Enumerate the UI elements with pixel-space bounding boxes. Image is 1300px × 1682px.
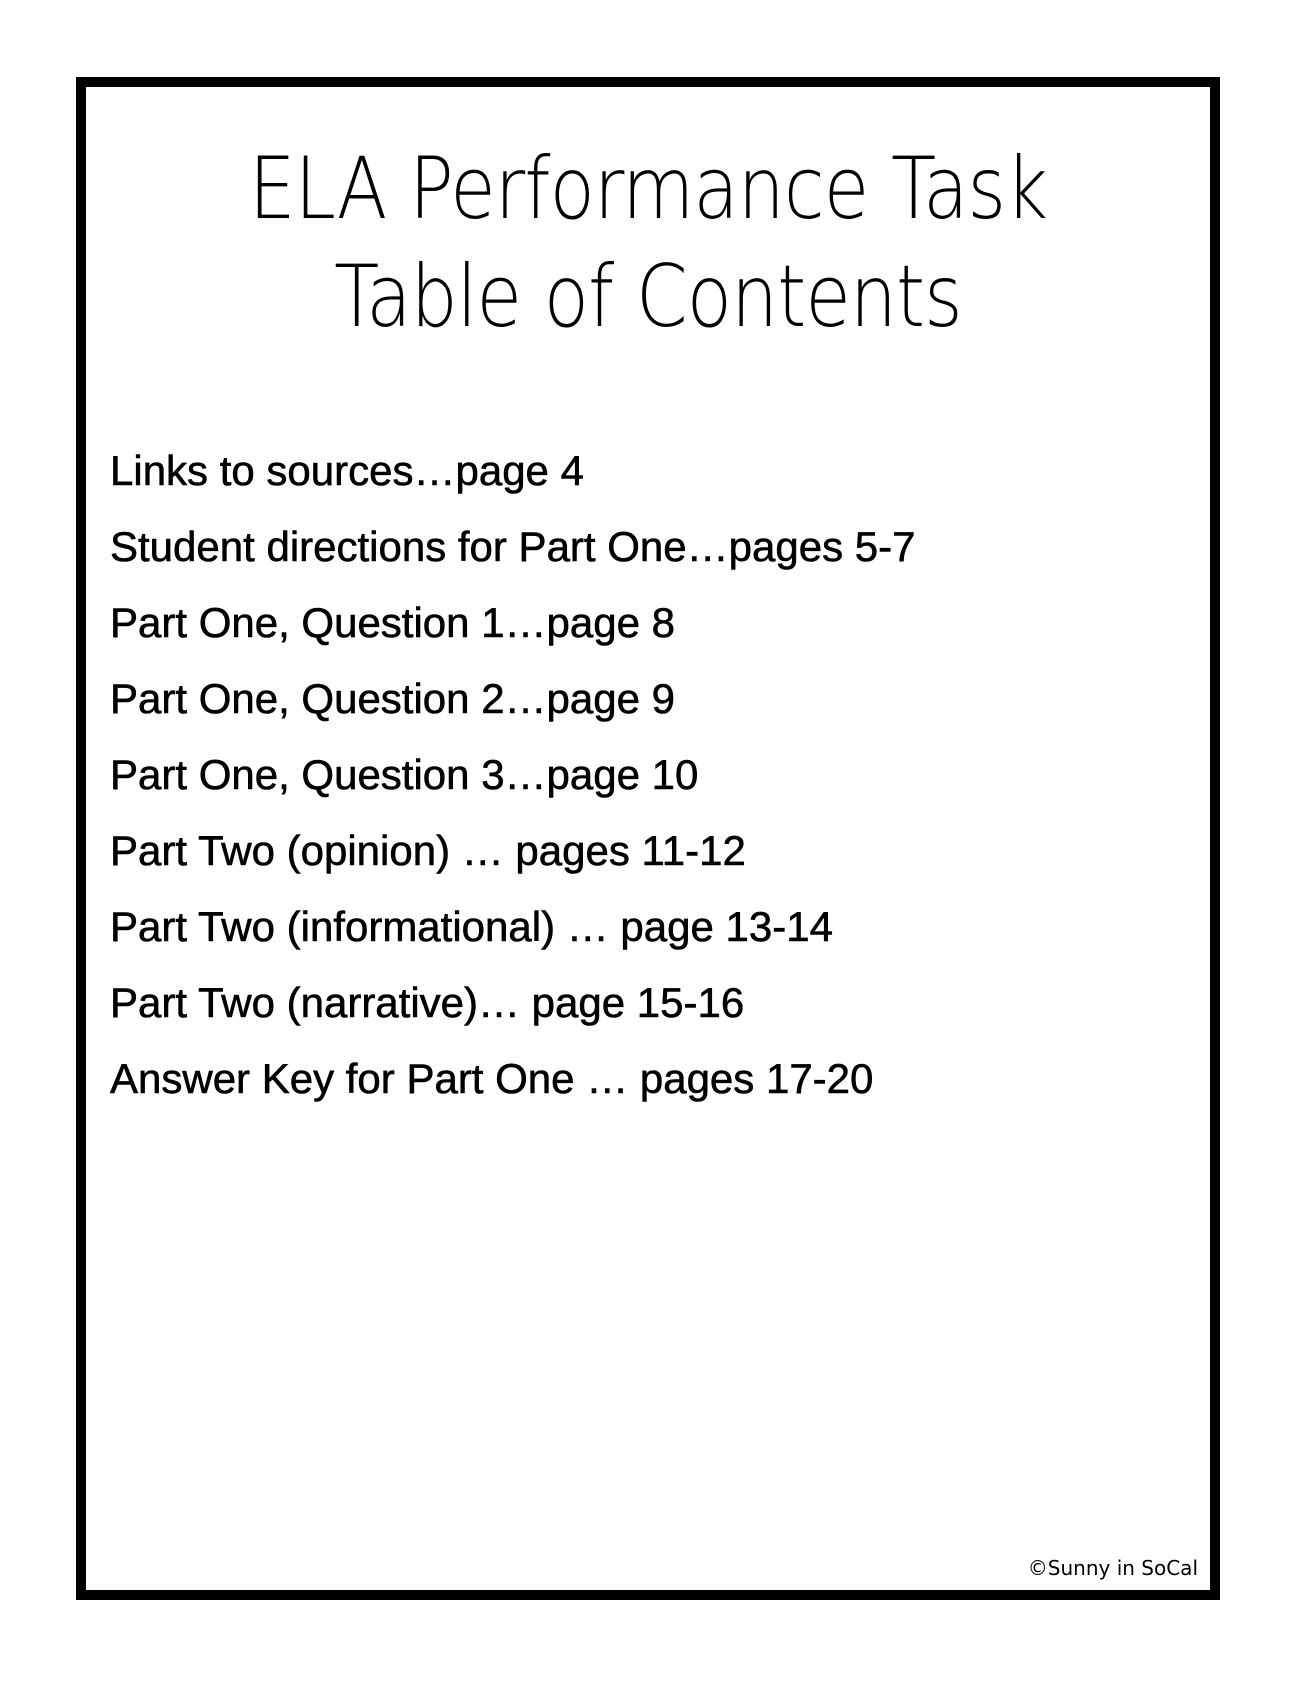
page-frame [76,77,1220,1600]
toc-item-part-one-question-3: Part One, Question 3…page 10 [110,751,699,798]
toc-item-part-two-narrative: Part Two (narrative)… page 15-16 [110,979,745,1026]
toc-item-part-one-question-1: Part One, Question 1…page 8 [110,599,676,646]
title-line-2: Table of Contents [334,247,962,347]
toc-item-part-two-opinion: Part Two (opinion) … pages 11-12 [110,827,746,874]
table-of-contents-list [110,433,915,1117]
toc-item-part-one-question-2: Part One, Question 2…page 9 [110,675,676,722]
toc-item-answer-key: Answer Key for Part One … pages 17-20 [110,1055,874,1102]
toc-item-part-two-informational: Part Two (informational) … page 13-14 [110,903,833,950]
title-line-1: ELA Performance Task [248,139,1048,239]
toc-item-student-directions: Student directions for Part One…pages 5-7 [110,523,916,570]
toc-item-links-to-sources: Links to sources…page 4 [110,447,584,494]
copyright-notice: ©Sunny in SoCal [1027,1556,1198,1580]
page-title [86,135,1210,351]
